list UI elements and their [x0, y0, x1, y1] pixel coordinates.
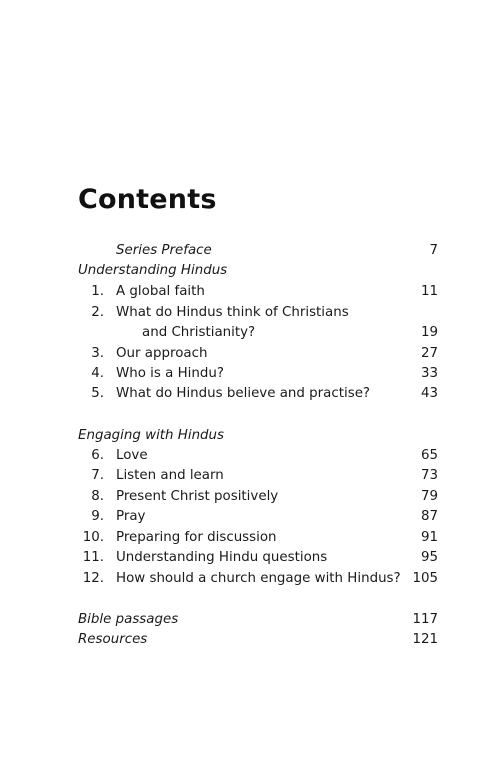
toc-number: 1.	[91, 284, 104, 299]
toc-page-number: 27	[420, 346, 438, 361]
toc-page-number: 33	[420, 366, 438, 381]
toc-page-number: 73	[420, 468, 438, 483]
toc-page-number: 105	[412, 571, 438, 586]
toc-number: 9.	[91, 509, 104, 524]
toc-title: Love	[116, 448, 148, 463]
toc-number: 11.	[82, 550, 104, 565]
toc-entry-continuation[interactable]	[0, 323, 500, 343]
toc-title: Preparing for discussion	[116, 530, 277, 545]
toc-title: Resources	[78, 632, 148, 647]
toc-entry[interactable]	[0, 466, 500, 486]
toc-section-title: Engaging with Hindus	[78, 428, 225, 443]
page-title: Contents	[78, 184, 217, 215]
toc-number: 10.	[82, 530, 104, 545]
toc-entry-series-preface[interactable]	[0, 241, 500, 261]
toc-page-number: 121	[412, 632, 438, 647]
toc-title: Who is a Hindu?	[116, 366, 224, 381]
toc-page-number: 87	[420, 509, 438, 524]
toc-entry[interactable]	[0, 528, 500, 548]
toc-page-number: 43	[420, 386, 438, 401]
toc-title: Present Christ positively	[116, 489, 279, 504]
toc-entry[interactable]	[0, 344, 500, 364]
toc-entry[interactable]	[0, 548, 500, 568]
toc-entry[interactable]	[0, 282, 500, 302]
toc-title-continuation: and Christianity?	[142, 325, 256, 340]
toc-number: 7.	[91, 468, 104, 483]
toc-entry-bible-passages[interactable]	[0, 610, 500, 630]
toc-number: 12.	[82, 571, 104, 586]
toc-title: How should a church engage with Hindus?	[116, 571, 401, 586]
toc-title: Listen and learn	[116, 468, 224, 483]
toc-section-heading	[0, 261, 500, 281]
toc-entry[interactable]	[0, 487, 500, 507]
toc-entry[interactable]	[0, 364, 500, 384]
toc-entry[interactable]	[0, 384, 500, 404]
toc-page-number: 79	[420, 489, 438, 504]
toc-entry[interactable]	[0, 569, 500, 589]
toc-title: What do Hindus think of Christians	[116, 305, 349, 320]
toc-page-number: 19	[420, 325, 438, 340]
toc-page-number: 65	[420, 448, 438, 463]
toc-title: Bible passages	[78, 612, 179, 627]
toc-title: Understanding Hindu questions	[116, 550, 328, 565]
toc-title: Series Preface	[116, 243, 212, 258]
toc-title: Pray	[116, 509, 146, 524]
toc-section-title: Understanding Hindus	[78, 263, 228, 278]
toc-entry[interactable]	[0, 303, 500, 323]
toc-title: What do Hindus believe and practise?	[116, 386, 371, 401]
toc-section-heading	[0, 426, 500, 446]
toc-page-number: 117	[412, 612, 438, 627]
toc-number: 6.	[91, 448, 104, 463]
toc-title: A global faith	[116, 284, 205, 299]
toc-page-number: 91	[420, 530, 438, 545]
toc-number: 2.	[91, 305, 104, 320]
toc-entry-resources[interactable]	[0, 630, 500, 650]
toc-entry[interactable]	[0, 507, 500, 527]
toc-page-number: 11	[420, 284, 438, 299]
toc-number: 5.	[91, 386, 104, 401]
toc-page-number: 7	[429, 243, 438, 258]
toc-number: 3.	[91, 346, 104, 361]
toc-page-number: 95	[420, 550, 438, 565]
toc-number: 8.	[91, 489, 104, 504]
toc-title: Our approach	[116, 346, 208, 361]
toc-number: 4.	[91, 366, 104, 381]
toc-entry[interactable]	[0, 446, 500, 466]
